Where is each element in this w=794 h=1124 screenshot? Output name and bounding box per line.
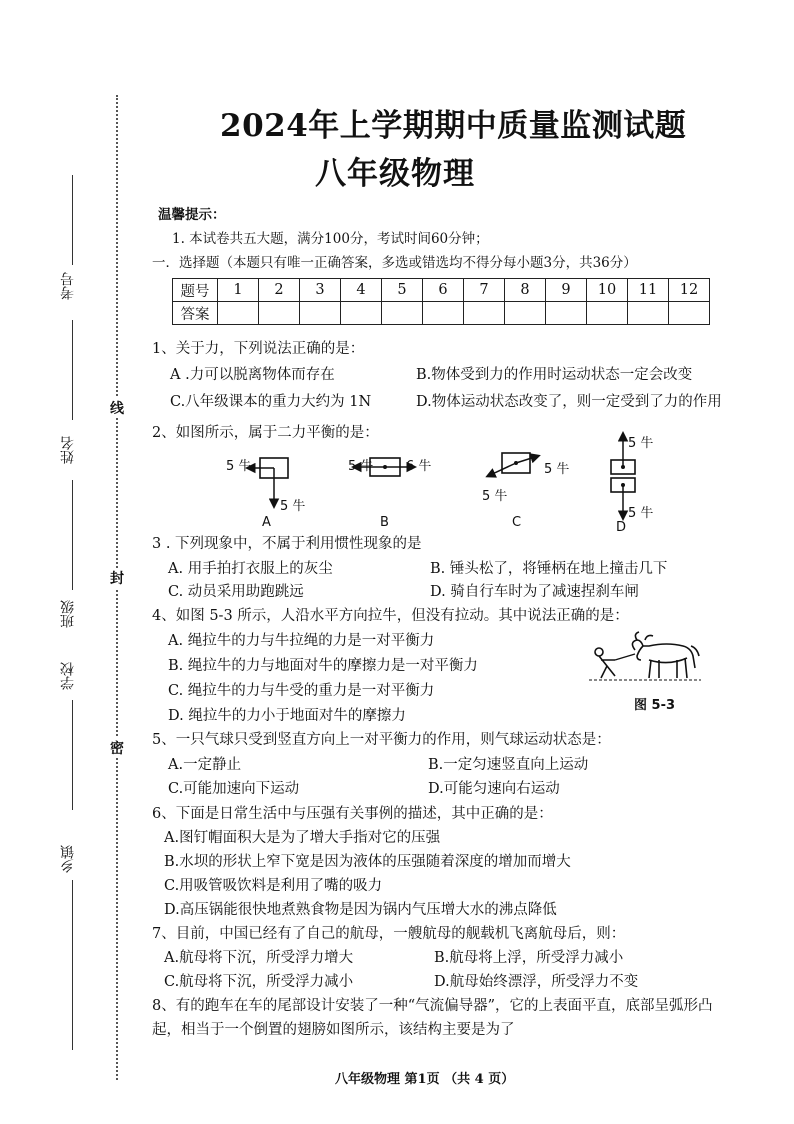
question-6-option-c: C.用吸管吸饮料是利用了嘴的吸力 <box>164 878 383 894</box>
question-8-line-1: 8、有的跑车在车的尾部设计安装了一种“气流偏导器”，它的上表面平直，底部呈弧形凸 <box>152 998 713 1014</box>
question-2-figure <box>220 428 670 536</box>
page-title: 2024年上学期期中质量监测试题 <box>220 108 687 144</box>
answer-cell[interactable] <box>628 302 669 325</box>
notice-heading: 温馨提示： <box>158 207 226 223</box>
bind-char-secret: 密 <box>110 738 124 758</box>
label-school: 学校 <box>60 662 76 690</box>
figure-d-down-force: 5 牛 <box>628 506 654 521</box>
question-4-figure <box>585 630 705 690</box>
question-5-stem: 5、一只气球只受到竖直方向上一对平衡力的作用，则气球运动状态是： <box>152 732 611 748</box>
question-5-option-a: A.一定静止 <box>168 757 242 773</box>
question-7-option-b: B.航母将上浮，所受浮力减小 <box>434 950 624 966</box>
table-cell-number: 3 <box>300 279 341 302</box>
question-4-option-c: C. 绳拉牛的力与牛受的重力是一对平衡力 <box>168 683 435 699</box>
question-1-option-d: D.物体运动状态改变了，则一定受到了力的作用 <box>416 394 722 410</box>
label-town: 乡镇 <box>60 845 76 873</box>
table-row <box>173 302 710 325</box>
question-4-option-b: B. 绳拉牛的力与地面对牛的摩擦力是一对平衡力 <box>168 658 478 674</box>
figure-b-right-force: 6 牛 <box>406 459 432 474</box>
question-3-stem: 3 . 下列现象中，不属于利用惯性现象的是 <box>152 536 422 552</box>
page-subtitle: 八年级物理 <box>315 156 475 192</box>
table-cell-number: 8 <box>505 279 546 302</box>
answer-cell[interactable] <box>505 302 546 325</box>
table-cell-number: 4 <box>341 279 382 302</box>
question-1-stem: 1、关于力，下列说法正确的是： <box>152 341 365 357</box>
table-cell-number: 11 <box>628 279 669 302</box>
answer-cell[interactable] <box>259 302 300 325</box>
notice-item-1: 1. 本试卷共五大题，满分100分，考试时间60分钟； <box>172 231 489 247</box>
person-icon <box>595 648 615 678</box>
answer-cell[interactable] <box>587 302 628 325</box>
figure-c-left-force: 5 牛 <box>482 489 508 504</box>
question-1-option-b: B.物体受到力的作用时运动状态一定会改变 <box>416 367 693 383</box>
table-row <box>173 279 710 302</box>
question-3-option-c: C. 动员采用助跑跳远 <box>168 584 304 600</box>
figure-a-down-force: 5 牛 <box>280 499 306 514</box>
question-8-line-2: 起，相当于一个倒置的翅膀如图所示，该结构主要是为了 <box>152 1022 515 1038</box>
table-header-answer: 答案 <box>173 302 218 325</box>
label-exam-no: 考号 <box>60 272 76 300</box>
label-class: 班级 <box>60 600 76 628</box>
question-4-option-a: A. 绳拉牛的力与牛拉绳的力是一对平衡力 <box>168 633 435 649</box>
section-1-heading: 一．选择题（本题只有唯一正确答案，多选或错选均不得分每小题3分，共36分） <box>152 255 637 271</box>
table-cell-number: 6 <box>423 279 464 302</box>
question-4-option-d: D. 绳拉牛的力小于地面对牛的摩擦力 <box>168 708 406 724</box>
question-7-option-a: A.航母将下沉，所受浮力增大 <box>164 950 354 966</box>
figure-b-left-force: 5 牛 <box>348 459 374 474</box>
question-6-option-d: D.高压锅能很快地煮熟食物是因为锅内气压增大水的沸点降低 <box>164 902 557 918</box>
answer-cell[interactable] <box>382 302 423 325</box>
question-7-option-d: D.航母始终漂浮，所受浮力不变 <box>434 974 639 990</box>
figure-b-label: B <box>380 515 389 530</box>
question-6-stem: 6、下面是日常生活中与压强有关事例的描述，其中正确的是： <box>152 806 553 822</box>
question-3-option-b: B. 锤头松了，将锤柄在地上撞击几下 <box>430 561 668 577</box>
answer-cell[interactable] <box>423 302 464 325</box>
table-cell-number: 7 <box>464 279 505 302</box>
question-3-option-a: A. 用手拍打衣服上的灰尘 <box>168 561 333 577</box>
answer-cell[interactable] <box>218 302 259 325</box>
question-3-option-d: D. 骑自行车时为了减速捏刹车闸 <box>430 584 639 600</box>
question-5-option-b: B.一定匀速竖直向上运动 <box>428 757 589 773</box>
answer-cell[interactable] <box>300 302 341 325</box>
field-line-exam-no <box>72 175 73 265</box>
table-cell-number: 12 <box>669 279 710 302</box>
table-cell-number: 1 <box>218 279 259 302</box>
page-footer: 八年级物理 第1页 （共 4 页） <box>335 1072 515 1087</box>
question-7-stem: 7、目前，中国已经有了自己的航母，一艘航母的舰载机飞离航母后，则： <box>152 926 626 942</box>
answer-cell[interactable] <box>341 302 382 325</box>
figure-c-right-arrow <box>516 456 538 463</box>
figure-d-label: D <box>616 520 627 535</box>
bind-char-seal: 封 <box>110 568 124 588</box>
question-6-option-a: A.图钉帽面积大是为了增大手指对它的压强 <box>164 830 441 846</box>
answer-cell[interactable] <box>546 302 587 325</box>
figure-a-left-force: 5 牛 <box>226 459 252 474</box>
answer-cell[interactable] <box>669 302 710 325</box>
bull-icon <box>632 632 699 678</box>
label-name: 姓名 <box>60 436 76 464</box>
figure-c-label: C <box>512 515 522 530</box>
question-2-stem: 2、如图所示，属于二力平衡的是： <box>152 425 379 441</box>
table-cell-number: 10 <box>587 279 628 302</box>
field-line-town <box>72 880 73 1050</box>
field-line-name <box>72 320 73 420</box>
bind-char-line: 线 <box>110 398 124 418</box>
field-line-school <box>72 700 73 810</box>
table-cell-number: 9 <box>546 279 587 302</box>
figure-d-up-force: 5 牛 <box>628 436 654 451</box>
question-5-option-d: D.可能匀速向右运动 <box>428 781 560 797</box>
table-cell-number: 2 <box>259 279 300 302</box>
question-1-option-c: C.八年级课本的重力大约为 1N <box>170 394 372 410</box>
question-7-option-c: C.航母将下沉，所受浮力减小 <box>164 974 354 990</box>
question-6-option-b: B.水坝的形状上窄下宽是因为液体的压强随着深度的增加而增大 <box>164 854 571 870</box>
table-cell-number: 5 <box>382 279 423 302</box>
question-4-stem: 4、如图 5-3 所示，人沿水平方向拉牛，但没有拉动。其中说法正确的是： <box>152 608 629 624</box>
question-4-figure-caption: 图 5-3 <box>634 698 676 713</box>
answer-table <box>172 278 710 325</box>
table-header-number: 题号 <box>173 279 218 302</box>
figure-c-right-force: 5 牛 <box>544 462 570 477</box>
question-1-option-a: A .力可以脱离物体而存在 <box>170 367 335 383</box>
answer-cell[interactable] <box>464 302 505 325</box>
rope-line <box>615 654 635 660</box>
question-5-option-c: C.可能加速向下运动 <box>168 781 300 797</box>
field-line-class <box>72 480 73 590</box>
figure-a-label: A <box>262 515 271 530</box>
